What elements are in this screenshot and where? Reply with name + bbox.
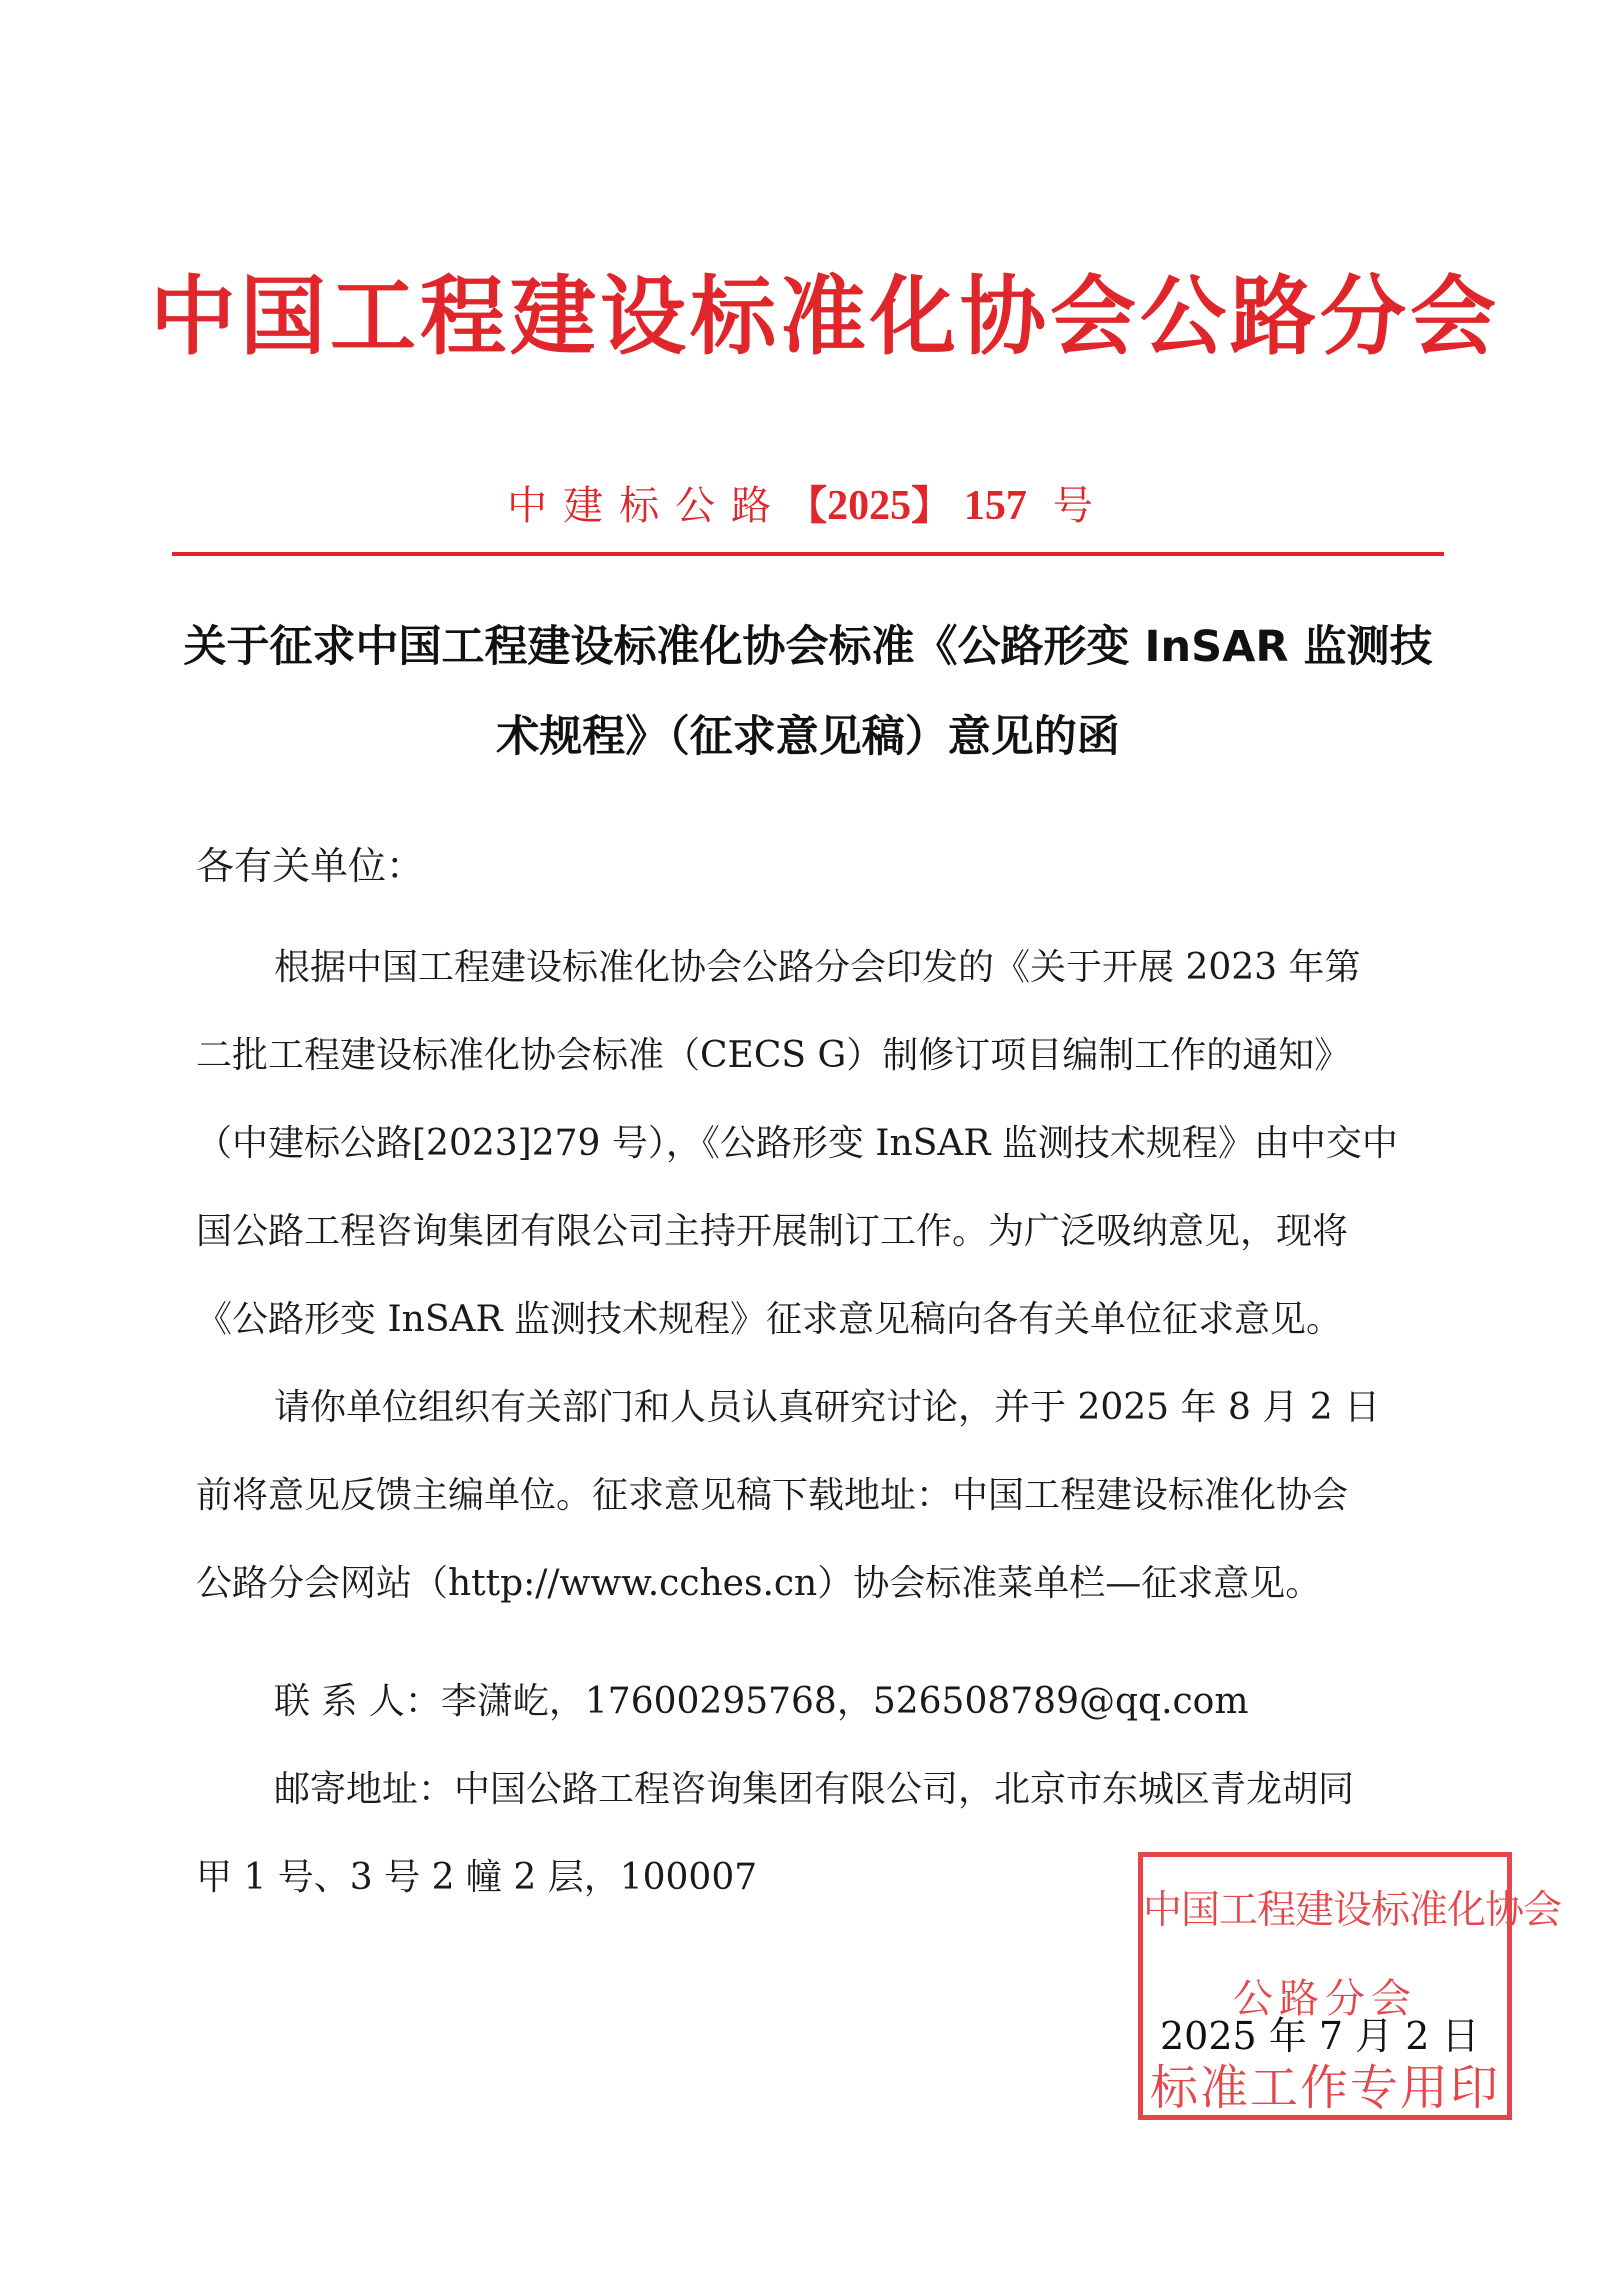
- contact-label: 联 系 人：: [274, 1681, 441, 1722]
- paragraph-line: 公路分会网站（http://www.cches.cn）协会标准菜单栏—征求意见。: [196, 1563, 1322, 1604]
- paragraph-line: 二批工程建设标准化协会标准（CECS G）制修订项目编制工作的通知》: [196, 1035, 1351, 1076]
- doc-number-open-bracket: 【: [787, 482, 828, 529]
- letter-title-line-1: 关于征求中国工程建设标准化协会标准《公路形变 InSAR 监测技: [183, 622, 1433, 672]
- letter-title: [170, 602, 1446, 782]
- paragraph-line: 前将意见反馈主编单位。征求意见稿下载地址：中国工程建设标准化协会: [196, 1475, 1349, 1516]
- seal-line-3: 标准工作专用印: [1149, 2060, 1500, 2116]
- mailing-value-1: 中国公路工程咨询集团有限公司，北京市东城区青龙胡同: [454, 1769, 1355, 1810]
- seal-line-2: 公路分会: [1233, 1976, 1417, 2022]
- header-divider: [172, 552, 1444, 556]
- official-seal: [1138, 1852, 1562, 2120]
- document-number: [150, 476, 1450, 536]
- letter-title-line-2: 术规程》（征求意见稿）意见的函: [496, 712, 1120, 762]
- paragraph-line: （中建标公路[2023]279 号），《公路形变 InSAR 监测技术规程》由中交中: [196, 1123, 1398, 1164]
- paragraph-line: 《公路形变 InSAR 监测技术规程》征求意见稿向各有关单位征求意见。: [196, 1299, 1343, 1340]
- issue-date: 2025 年 7 月 2 日: [1160, 2014, 1480, 2058]
- organization-header: 中国工程建设标准化协会公路分会: [150, 267, 1500, 367]
- body-paragraph-2: [196, 1364, 1446, 1628]
- paragraph-line: 根据中国工程建设标准化协会公路分会印发的《关于开展 2023 年第: [274, 947, 1361, 988]
- contact-person: [196, 1658, 1446, 1746]
- contact-line: [196, 1658, 1446, 1746]
- body-paragraph-1: [196, 924, 1446, 1364]
- paragraph-line: 国公路工程咨询集团有限公司主持开展制订工作。为广泛吸纳意见，现将: [196, 1211, 1349, 1252]
- doc-number-close-bracket: 】: [911, 482, 952, 529]
- mailing-label: 邮寄地址：: [274, 1769, 455, 1810]
- paragraph-line: 请你单位组织有关部门和人员认真研究讨论，并于 2025 年 8 月 2 日: [274, 1387, 1381, 1428]
- doc-number-year: 2025: [827, 483, 912, 529]
- mailing-line-1: [196, 1746, 1446, 1834]
- salutation: 各有关单位：: [196, 844, 425, 888]
- doc-number-serial: 157: [963, 483, 1027, 529]
- doc-number-prefix: 中建标公路: [507, 483, 788, 529]
- mailing-line-2: 甲 1 号、3 号 2 幢 2 层，100007: [196, 1857, 758, 1898]
- contact-value: 李潇屹，17600295768，526508789@qq.com: [440, 1681, 1249, 1722]
- doc-number-suffix: 号: [1052, 483, 1093, 529]
- seal-line-1: 中国工程建设标准化协会: [1143, 1888, 1562, 1933]
